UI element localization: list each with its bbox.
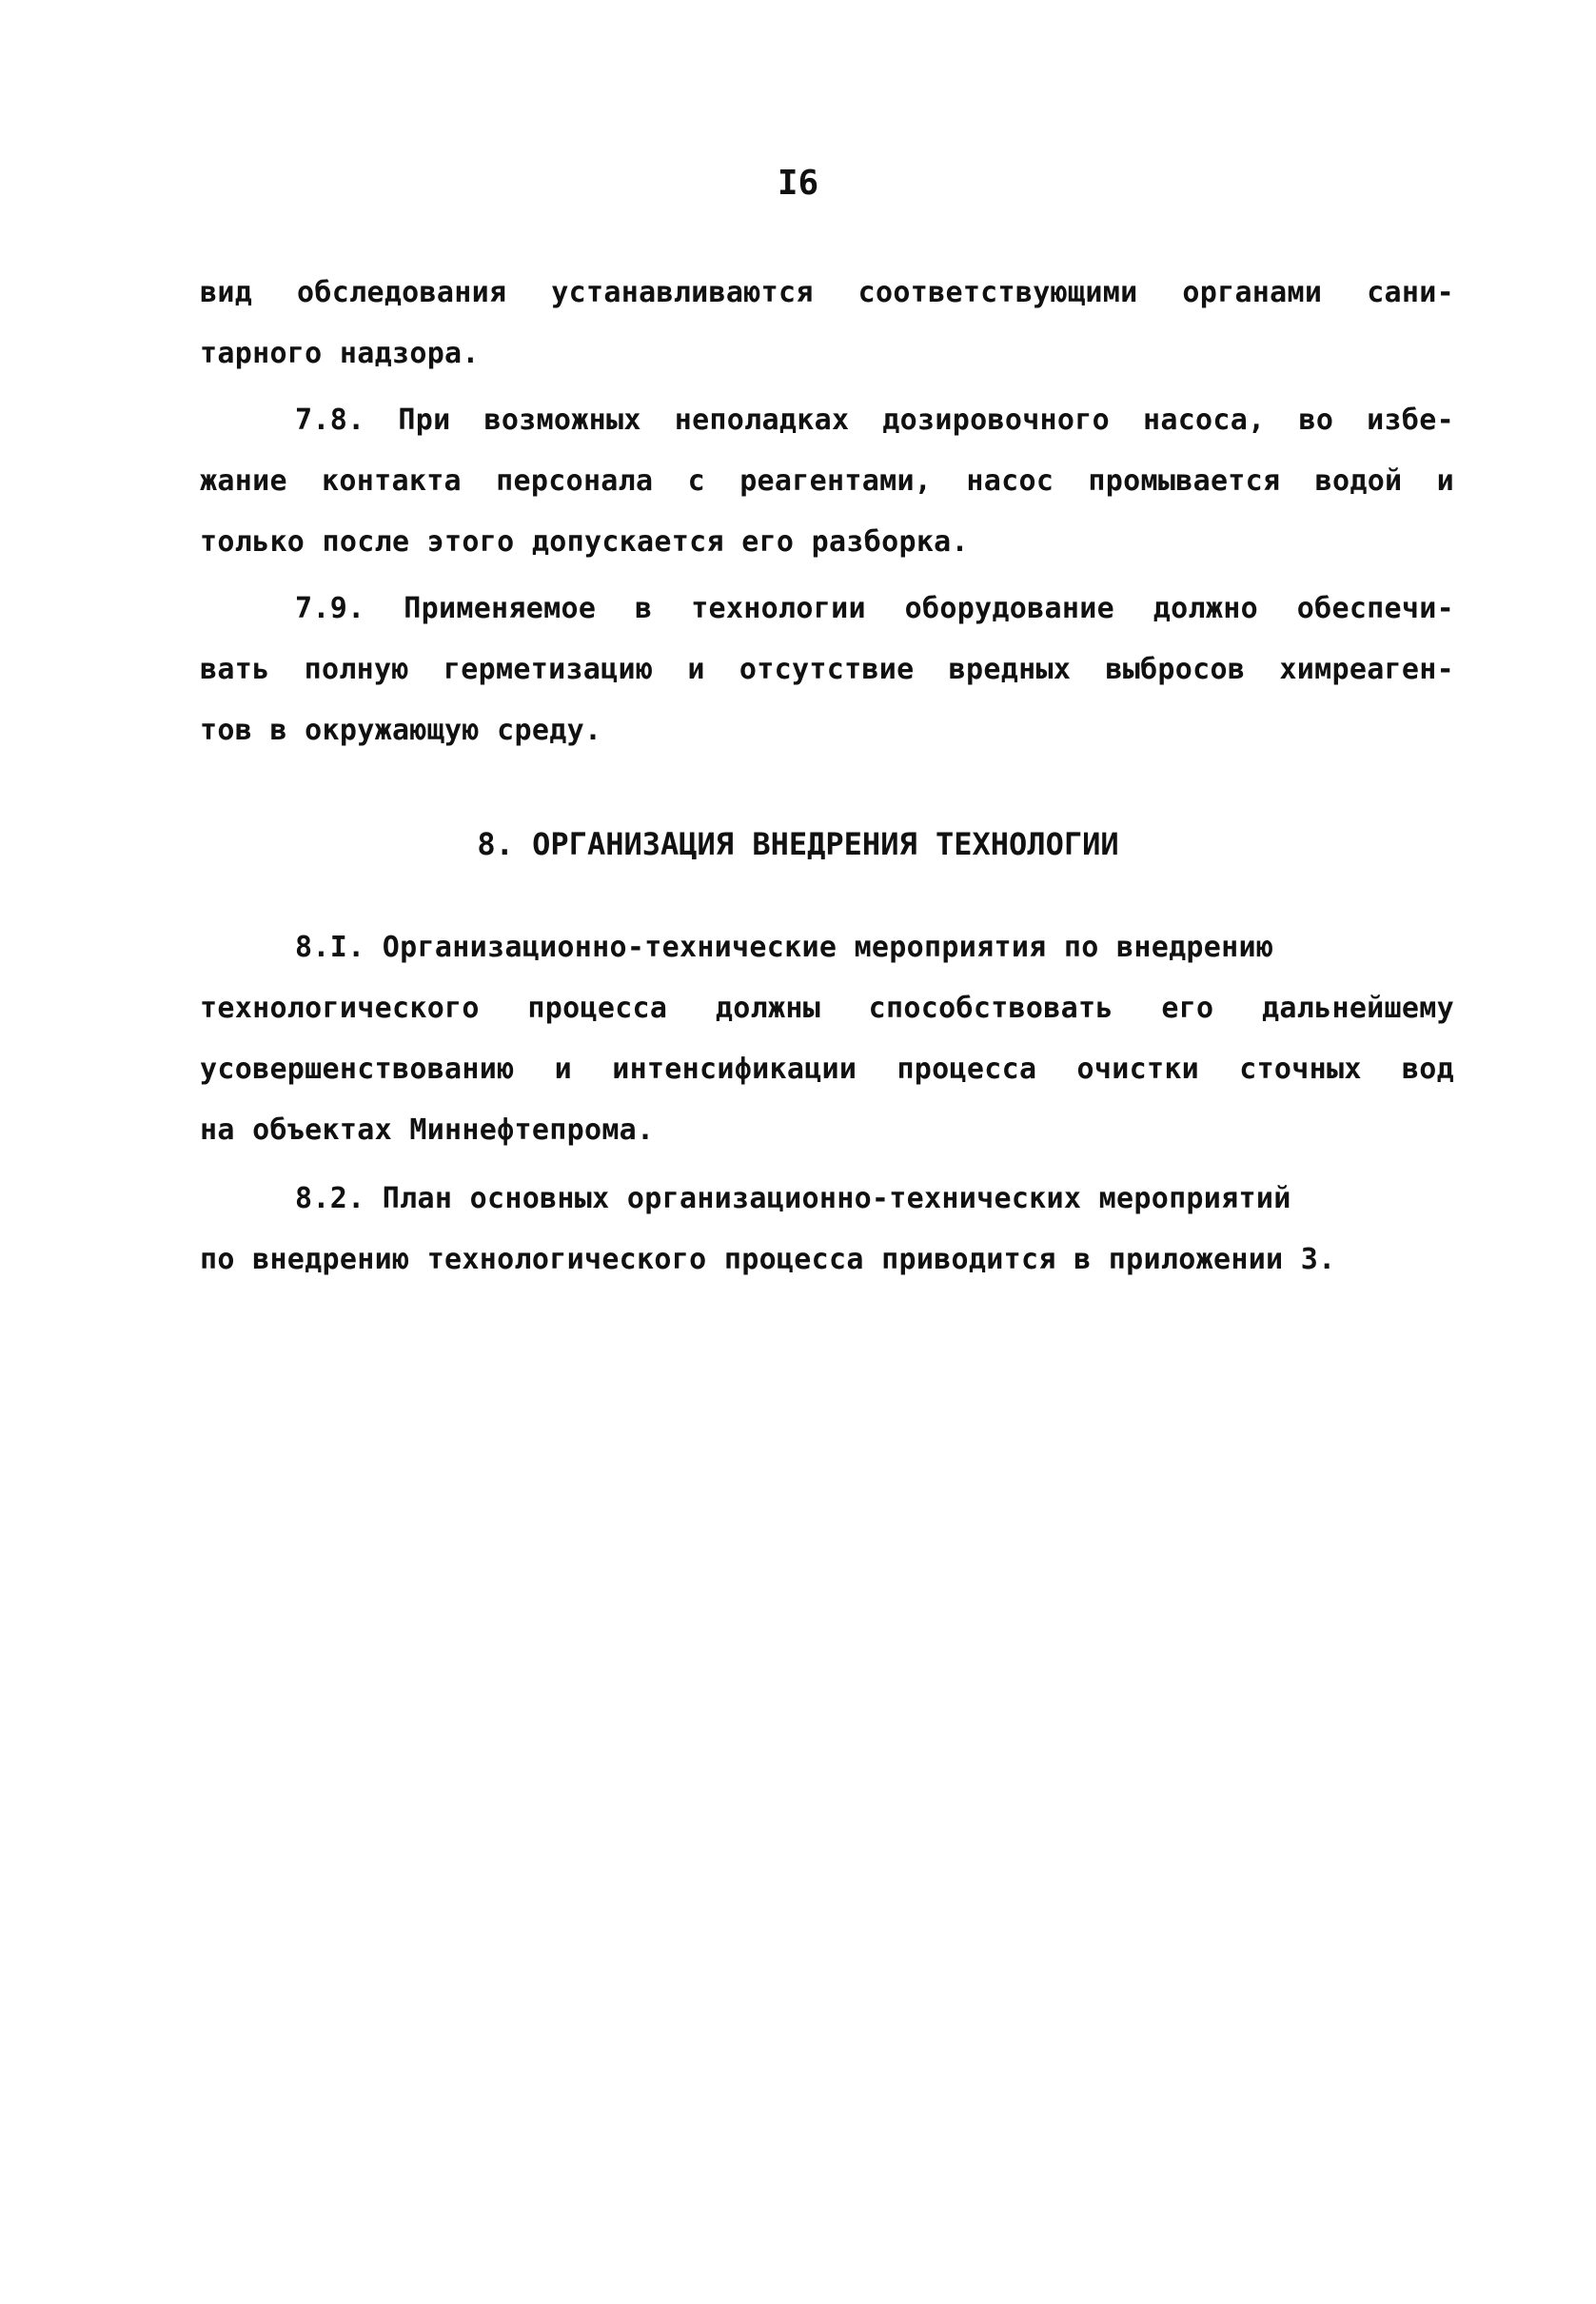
paragraph-8-2 xyxy=(200,1169,1454,1290)
text-line: 8.I. Организационно-технические мероприятия по внедрению xyxy=(295,931,1274,964)
text-line: жание контакта персонала с реагентами, насос промывается водой и xyxy=(200,464,1454,498)
paragraph-7-9 xyxy=(200,579,1454,761)
text-line: тов в окружающую среду. xyxy=(200,714,602,747)
paragraph-8-1 xyxy=(200,917,1454,1161)
text-line: вать полную герметизацию и отсутствие вредных выбросов химреаген- xyxy=(200,653,1454,686)
page-number: I6 xyxy=(777,164,819,203)
text-line: на объектах Миннефтепрома. xyxy=(200,1113,655,1147)
paragraph-7-continued xyxy=(200,263,1454,384)
text-line: 8.2. План основных организационно-технических мероприятий xyxy=(295,1182,1291,1215)
text-line: по внедрению технологического процесса приводится в приложении 3. xyxy=(200,1243,1336,1276)
text-line: 7.8. При возможных неполадках дозировочного насоса, во избе- xyxy=(295,404,1454,437)
text-line: тарного надзора. xyxy=(200,337,480,370)
text-line: 7.9. Применяемое в технологии оборудование должно обеспечи- xyxy=(295,592,1454,625)
section-heading: 8. ОРГАНИЗАЦИЯ ВНЕДРЕНИЯ ТЕХНОЛОГИИ xyxy=(477,826,1119,862)
text-line: усовершенствованию и интенсификации процесса очистки сточных вод xyxy=(200,1053,1454,1086)
text-line: только после этого допускается его разборка. xyxy=(200,525,969,559)
text-line: технологического процесса должны способствовать его дальнейшему xyxy=(200,992,1454,1025)
text-line: вид обследования устанавливаются соответствующими органами сани- xyxy=(200,276,1454,309)
paragraph-7-8 xyxy=(200,390,1454,573)
